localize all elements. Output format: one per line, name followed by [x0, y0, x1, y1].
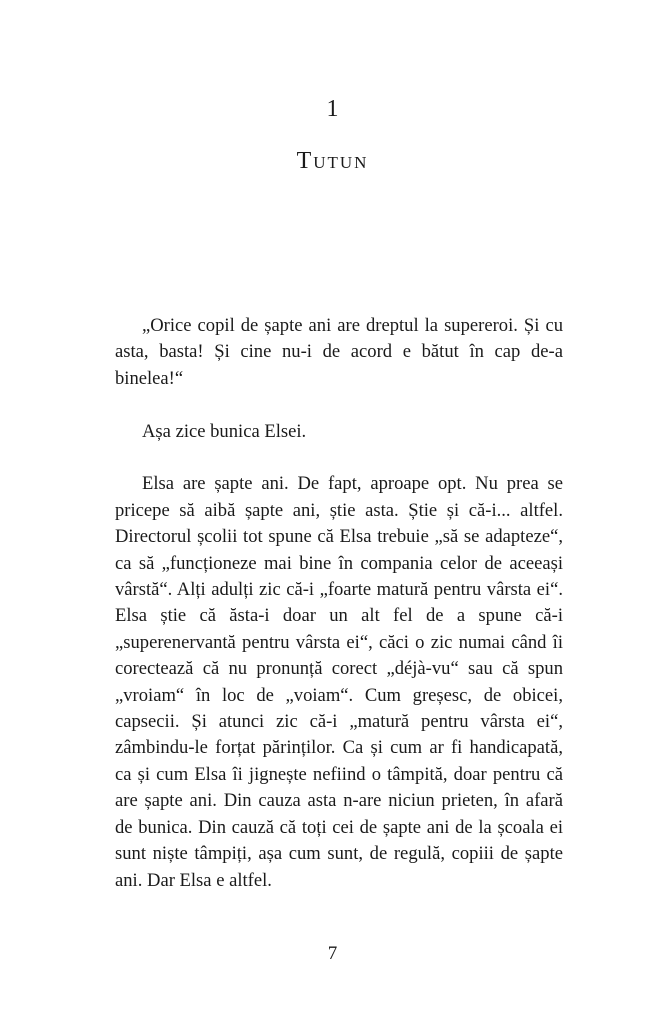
paragraph: Elsa are șapte ani. De fapt, aproape opt. Nu prea se pricepe să aibă șapte ani, știe asta. Știe și că-i... altfel. Directorul școlii tot spune că Elsa trebuie „să se adapteze“, ca să „funcționeze mai bine în compania celor de aceeași vârstă“. Alți adulți zic că-i „foarte matură pentru vârsta ei“. Elsa știe că ăsta-i doar un alt fel de a spune că-i „superenervantă pentru vârsta ei“, căci o zic numai când îi corectează că nu pronunță corect „déjà-vu“ sau că spun „vroiam“ în loc de „voiam“. Cum greșesc, de obicei, capsecii. Și atunci zic că-i „matură pentru vârsta ei“, zâmbindu-le forțat părinților. Ca și cum ar fi handicapată, ca și cum Elsa îi jignește nefiind o tâmpită, doar pentru că are șapte ani. Din cauza asta n-are niciun prieten, în afară de bunica. Din cauză că toți cei de șapte ani de la școala ei sunt niște tâmpiți, așa cum sunt, de regulă, copiii de șapte ani. Dar Elsa e altfel.	[115, 473, 563, 891]
paragraph: Așa zice bunica Elsei.	[142, 420, 307, 442]
chapter-body	[115, 313, 563, 894]
chapter-title: Tutun	[296, 148, 369, 174]
paragraph: „Orice copil de șapte ani are dreptul la supereroi. Și cu asta, basta! Și cine nu-i de acord e bătut în cap de-a binelea!“	[115, 315, 563, 389]
page-number: 7	[327, 943, 338, 964]
chapter-number: 1	[326, 96, 339, 122]
